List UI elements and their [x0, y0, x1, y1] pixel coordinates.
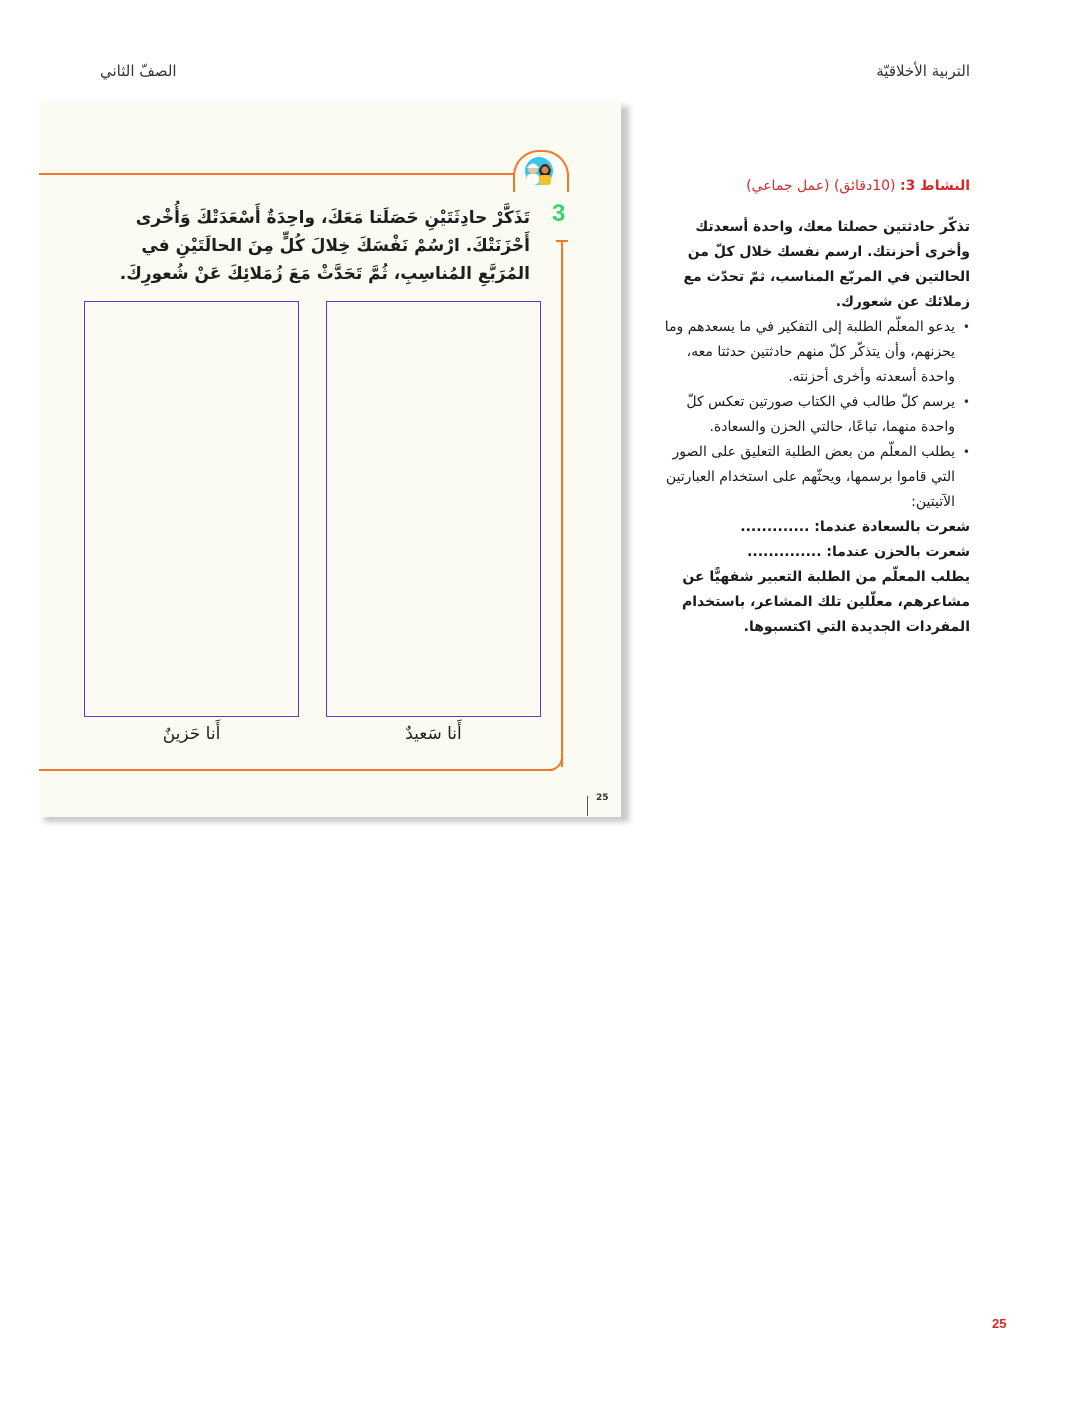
children-icon	[520, 156, 558, 186]
notes-bullet: • يرسم كلّ طالب في الكتاب صورتين تعكس كلّ واحدة منهما، تباعًا، حالتي الحزن والسعادة.	[650, 390, 955, 440]
grade-label: الصفّ الثاني	[100, 62, 177, 80]
activity-border-top	[39, 173, 569, 175]
activity-border-bottom	[39, 769, 553, 771]
phrase-sad: شعرت بالحزن عندما: ..............	[747, 544, 970, 560]
activity-detail: (10دقائق) (عمل جماعي)	[746, 178, 896, 194]
activity-heading	[650, 174, 970, 199]
notes-intro: تذكّر حادثتين حصلتا معك، واحدة أسعدتك وأخرى أحزنتك. ارسم نفسك خلال كلّ من الحالتين في المربّع المناسب، ثمّ تحدّث مع زملائك عن شعورك.	[683, 219, 970, 310]
activity-border-right	[561, 240, 563, 767]
page-number-divider	[587, 796, 588, 816]
phrase-happy: شعرت بالسعادة عندما: .............	[740, 519, 970, 535]
happy-drawing-box[interactable]	[326, 301, 541, 717]
teacher-notes	[650, 174, 970, 640]
happy-caption: أَنا سَعيدٌ	[405, 724, 462, 744]
notes-closing: يطلب المعلّم من الطلبة التعبير شفهيًّا عن مشاعرهم، معلّلين تلك المشاعر، باستخدام المفردات الجديدة التي اكتسبوها.	[681, 569, 970, 635]
subject-label: التربية الأخلاقيّة	[876, 62, 970, 80]
notes-bullet: • يطلب المعلّم من بعض الطلبة التعليق على الصور التي قاموا برسمها، ويحثّهم على استخدام العبارتين الآتيتين:	[650, 440, 955, 515]
activity-number: 3	[552, 200, 566, 227]
student-page-number: 25	[596, 793, 609, 803]
page-number: 25	[992, 1316, 1007, 1331]
activity-border-tick	[556, 240, 568, 242]
sad-drawing-box[interactable]	[84, 301, 299, 717]
activity-border-corner	[520, 752, 563, 771]
sad-caption: أَنا حَزينٌ	[162, 724, 221, 744]
activity-title: النشاط 3:	[899, 178, 970, 194]
activity-instruction: تَذَكَّرْ حادِثَتَيْنِ حَصَلَتا مَعَكَ، واحِدَةٌ أَسْعَدَتْكَ وَأُخْرى أَحْزَنَتْكَ. ارْسُمْ نَفْسَكَ خِلالَ كُلٍّ مِنَ الحالَتَيْنِ في المُرَبَّعِ المُناسِبِ، ثُمَّ تَحَدَّثْ مَعَ زُمَلائِكَ عَنْ شُعورِكَ.	[119, 208, 530, 284]
notes-bullet-list	[650, 315, 970, 515]
notes-bullet: • يدعو المعلّم الطلبة إلى التفكير في ما يسعدهم وما يحزنهم، وأن يتذكّر كلّ منهم حادثتين حدثتا معه، واحدة أسعدته وأخرى أحزنته.	[650, 315, 955, 390]
